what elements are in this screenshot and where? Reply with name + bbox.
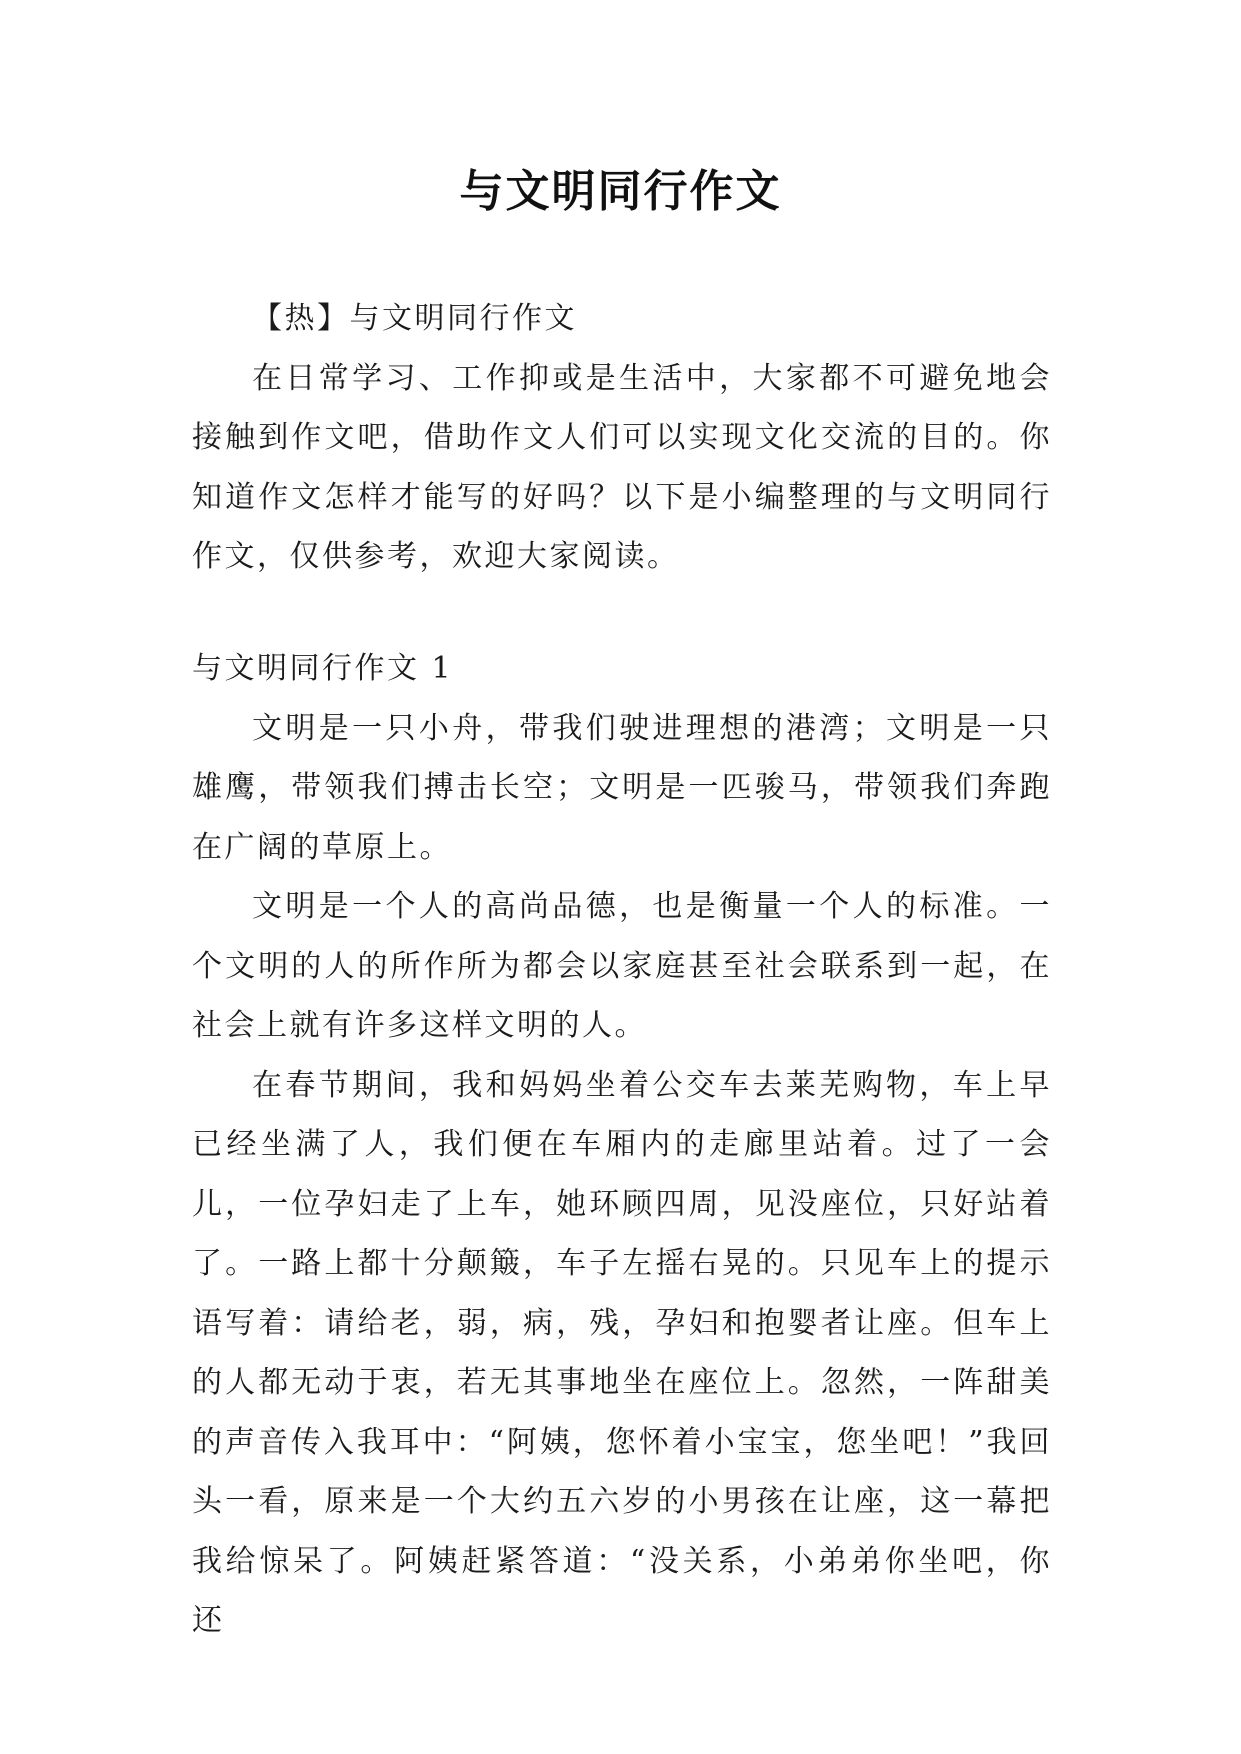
intro-paragraph: 在日常学习、工作抑或是生活中，大家都不可避免地会接触到作文吧，借助作文人们可以实现文化交流的目的。你知道作文怎样才能写的好吗？以下是小编整理的与文明同行作文，仅供参考，欢迎大家阅读。 [192,360,1052,574]
essay-1-heading: 与文明同行作文 1 [192,651,454,686]
essay-1-paragraph-2: 文明是一个人的高尚品德，也是衡量一个人的标准。一个文明的人的所作所为都会以家庭甚至社会联系到一起，在社会上就有许多这样文明的人。 [192,889,1052,1043]
document-title: 与文明同行作文 [459,166,782,217]
essay-1-paragraph-1: 文明是一只小舟，带我们驶进理想的港湾；文明是一只雄鹰，带领我们搏击长空；文明是一匹骏马，带领我们奔跑在广阔的草原上。 [192,710,1052,865]
intro-label: 【热】与文明同行作文 [252,301,577,336]
essay-1-section [192,639,1052,1651]
intro-section [192,289,1052,587]
essay-1-paragraph-3: 在春节期间，我和妈妈坐着公交车去莱芜购物，车上早已经坐满了人，我们便在车厢内的走廊里站着。过了一会儿，一位孕妇走了上车，她环顾四周，见没座位，只好站着了。一路上都十分颠簸，车子左摇右晃的。只见车上的提示语写着：请给老，弱，病，残，孕妇和抱婴者让座。但车上的人都无动于衷，若无其事地坐在座位上。忽然，一阵甜美的声音传入我耳中：“阿姨，您怀着小宝宝，您坐吧！”我回头一看，原来是一个大约五六岁的小男孩在让座，这一幕把我给惊呆了。阿姨赶紧答道：“没关系，小弟弟你坐吧，你还 [192,1067,1052,1638]
